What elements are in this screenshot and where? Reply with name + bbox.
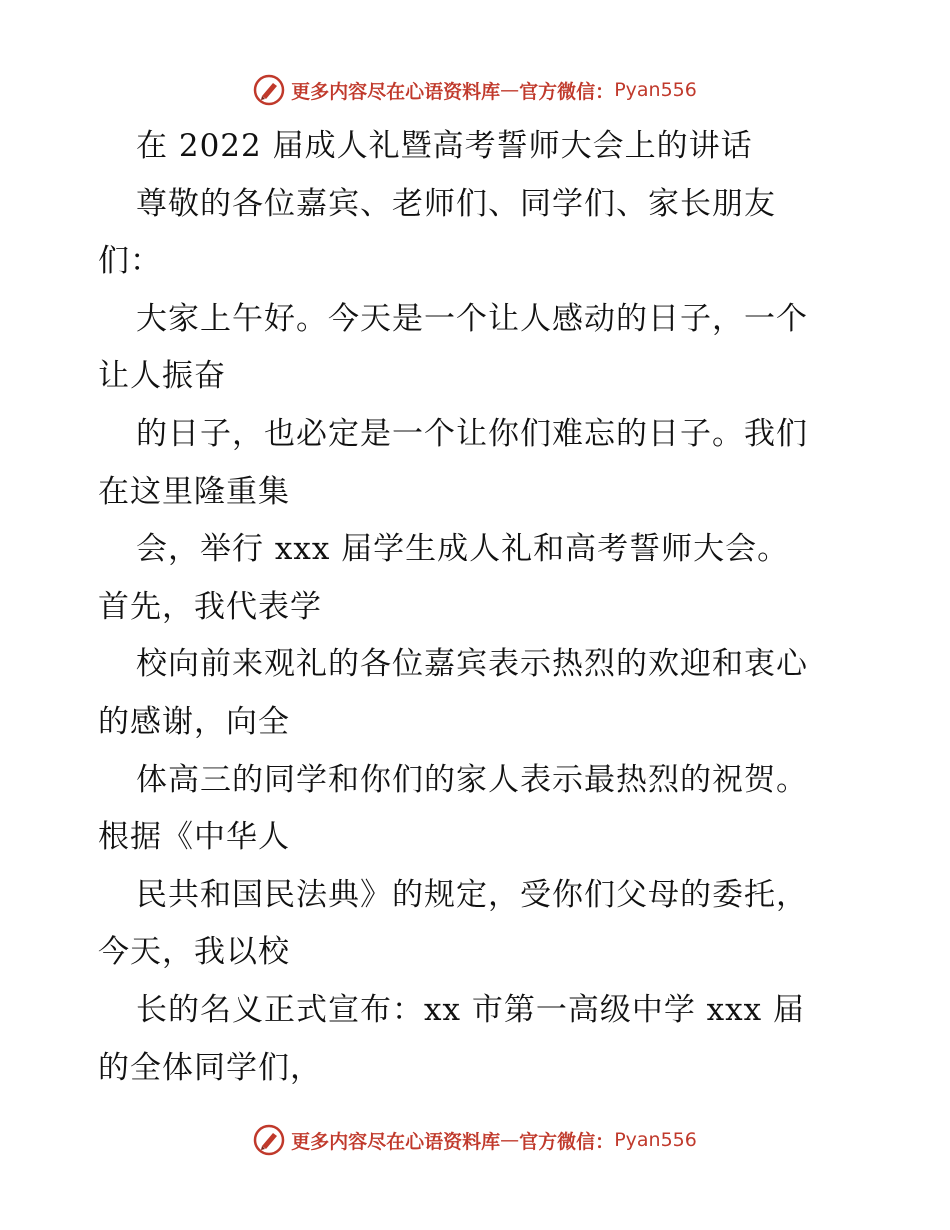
pen-logo-icon bbox=[253, 1124, 285, 1156]
pen-logo-icon bbox=[253, 74, 285, 106]
text-line: 大家上午好。今天是一个让人感动的日子，一个 bbox=[136, 300, 808, 337]
text-line: 今天，我以校 bbox=[98, 934, 290, 971]
watermark-wechat-id: Pyan556 bbox=[614, 79, 697, 101]
watermark-dash: — bbox=[500, 79, 520, 101]
text-line: 体高三的同学和你们的家人表示最热烈的祝贺。 bbox=[136, 761, 808, 798]
watermark-dash: — bbox=[500, 1129, 520, 1151]
text-line: 的感谢，向全 bbox=[98, 703, 290, 740]
watermark-wechat-id: Pyan556 bbox=[614, 1129, 697, 1151]
text-line: 根据《中华人 bbox=[98, 819, 290, 856]
text-line: 会，举行 xxx 届学生成人礼和高考誓师大会。 bbox=[136, 531, 790, 568]
watermark-label: 官方微信： bbox=[519, 80, 615, 103]
text-line: 让人振奋 bbox=[98, 358, 226, 395]
document-title: 在 2022 届成人礼暨高考誓师大会上的讲话 bbox=[136, 128, 753, 164]
text-line: 民共和国民法典》的规定，受你们父母的委托， bbox=[136, 876, 808, 913]
text-line: 们： bbox=[98, 243, 162, 280]
footer-watermark bbox=[0, 1120, 950, 1160]
document-body bbox=[98, 118, 858, 1097]
header-watermark bbox=[0, 70, 950, 110]
watermark-label: 官方微信： bbox=[519, 1130, 615, 1153]
text-line: 的日子，也必定是一个让你们难忘的日子。我们 bbox=[136, 415, 808, 452]
text-line: 尊敬的各位嘉宾、老师们、同学们、家长朋友 bbox=[136, 185, 776, 222]
text-line: 长的名义正式宣布：xx 市第一高级中学 xxx 届 bbox=[136, 991, 805, 1028]
watermark-main-text: 更多内容尽在心语资料库 bbox=[291, 80, 501, 103]
watermark-main-text: 更多内容尽在心语资料库 bbox=[291, 1130, 501, 1153]
text-line: 在这里隆重集 bbox=[98, 473, 290, 510]
text-line: 校向前来观礼的各位嘉宾表示热烈的欢迎和衷心 bbox=[136, 646, 808, 683]
text-line: 的全体同学们， bbox=[98, 1049, 322, 1086]
text-line: 首先，我代表学 bbox=[98, 588, 322, 625]
